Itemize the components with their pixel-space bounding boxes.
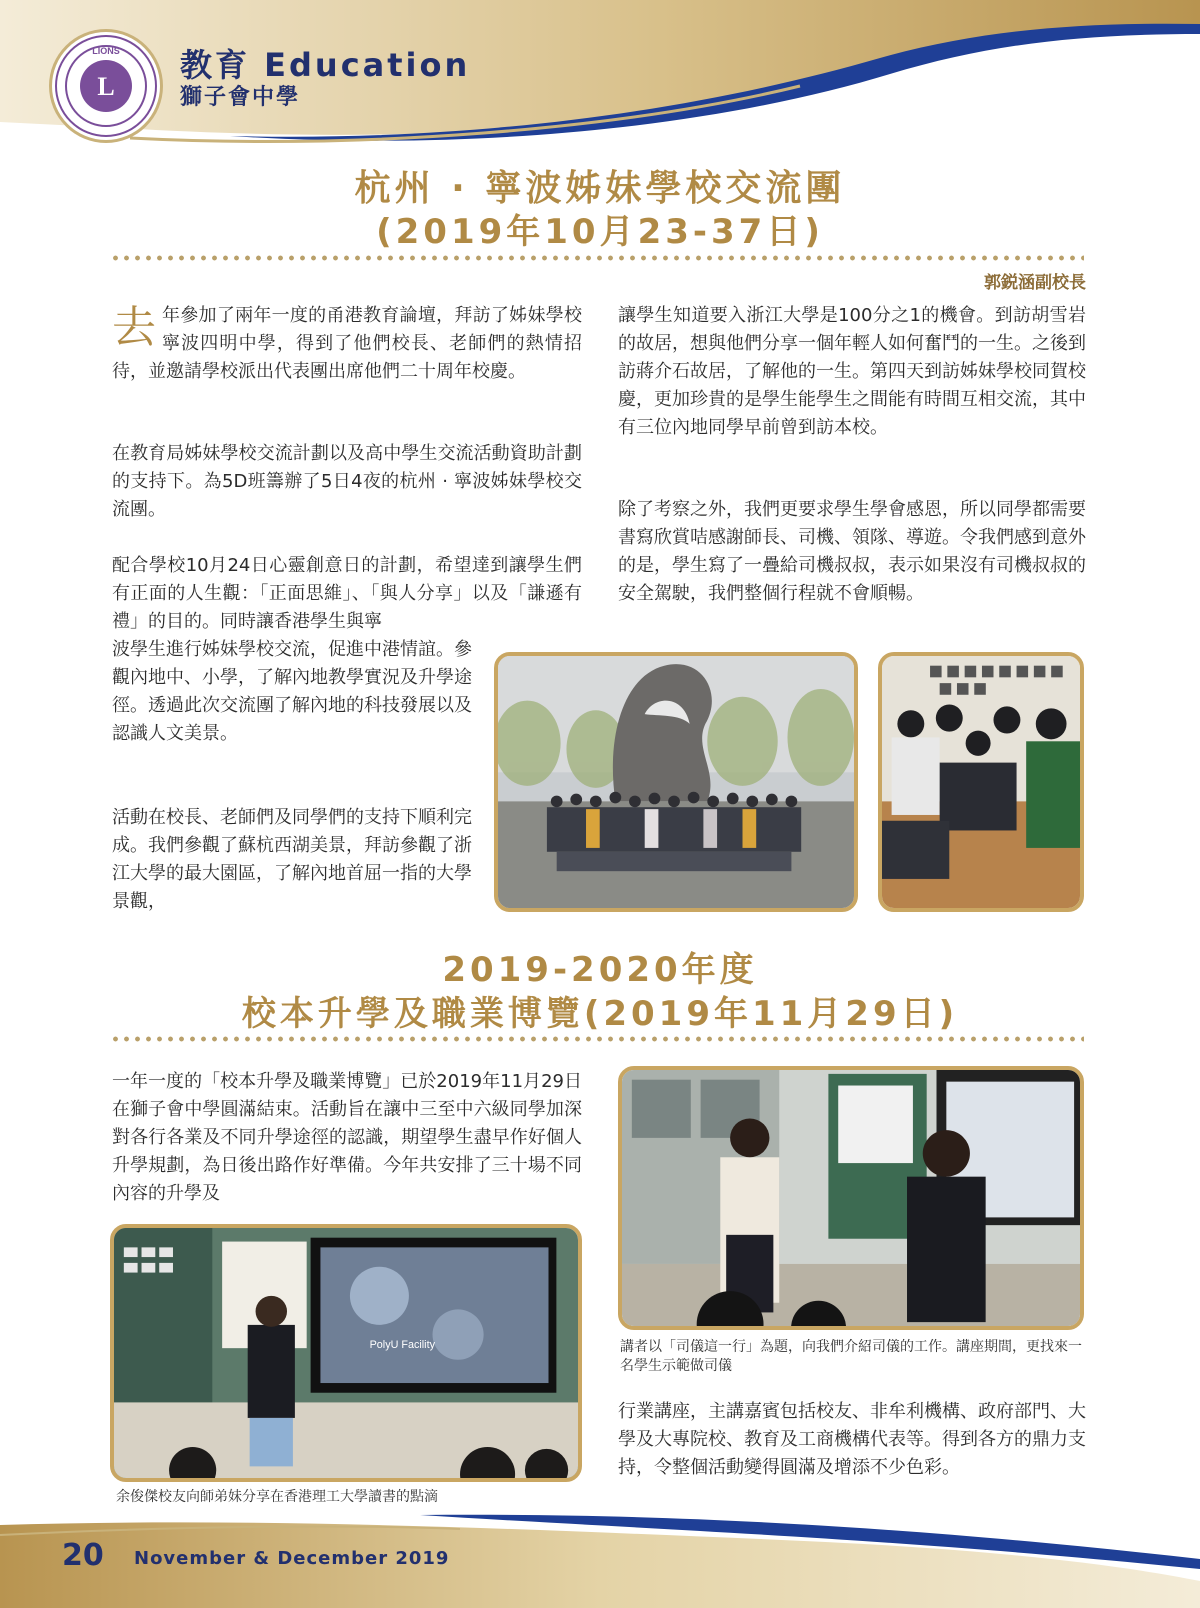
article1-paragraph-3b: 波學生進行姊妹學校交流，促進中港情誼。參觀內地中、小學，了解內地教學實況及升學途徑。透過此次交流團了解內地的科技發展以及認識人文美景。 [112, 639, 472, 744]
article1-title: 杭州 · 寧波姊妹學校交流團 [354, 168, 846, 209]
dotted-divider [110, 255, 1084, 261]
article1-paragraph-1: 去年參加了兩年一度的甬港教育論壇，拜訪了姊妹學校寧波四明中學，得到了他們校長、老師們的熱情招待，並邀請學校派出代表團出席他們二十周年校慶。 [112, 302, 582, 382]
article2-title-year: 2019-2020年度 [442, 950, 758, 990]
page-number: 20 [62, 1538, 104, 1573]
school-name: 獅子會中學 [180, 85, 301, 110]
article2-title: 校本升學及職業博覽(2019年11月29日) [241, 994, 959, 1034]
article1-author: 郭鋭涵副校長 [984, 273, 1086, 293]
group-photo-rock [494, 652, 858, 912]
lions-club-logo [52, 32, 160, 140]
issue-date: November & December 2019 [134, 1548, 450, 1569]
dotted-divider-2 [110, 1036, 1084, 1042]
article2-paragraph-1: 一年一度的「校本升學及職業博覽」已於2019年11月29日在獅子會中學圓滿結束。活動旨在讓中三至中六級同學加深對各行各業及不同升學途徑的認識，期望學生盡早作好個人升學規劃，為日後出路作好準備。今年共安排了三十場不同內容的升學及 [112, 1071, 582, 1204]
caption-emcee: 講者以「司儀這一行」為題，向我們介紹司儀的工作。講座期間，更找來一名學生示範做司儀 [620, 1339, 1082, 1374]
caption-alumni: 余俊傑校友向師弟妹分享在香港理工大學讀書的點滴 [116, 1489, 438, 1505]
article1-paragraph-4: 活動在校長、老師們及同學們的支持下順利完成。我們參觀了蘇杭西湖美景，拜訪參觀了浙江大學的最大園區，了解內地首屈一指的大學景觀， [112, 807, 472, 912]
logo-word: LIONS [92, 46, 120, 56]
section-title: 教育 Education [180, 46, 471, 84]
article2-paragraph-2: 行業講座，主講嘉賓包括校友、非牟利機構、政府部門、大學及大專院校、教育及工商機構代表等。得到各方的鼎力支持，令整個活動變得圓滿及增添不少色彩。 [618, 1401, 1086, 1478]
article1-date: (2019年10月23-37日) [376, 212, 824, 252]
emcee-talk-photo [618, 1066, 1084, 1330]
logo-letter: L [97, 72, 115, 101]
article1-paragraph-3a: 配合學校10月24日心靈創意日的計劃，希望達到讓學生們有正面的人生觀：「正面思維」、「與人分享」以及「謙遜有禮」的目的。同時讓香港學生與寧 [112, 555, 582, 632]
drop-cap: 去 [112, 302, 156, 353]
screen-text: PolyU Facility [369, 1339, 435, 1352]
article1-paragraph-5: 讓學生知道要入浙江大學是100分之1的機會。到訪胡雪岩的故居，想與他們分享一個年輕人如何奮鬥的一生。之後到訪蔣介石故居，了解他的一生。第四天到訪姊妹學校同賀校慶，更加珍貴的是學生能學生之間能有時間互相交流，其中有三位內地同學早前曾到訪本校。 [618, 305, 1086, 438]
article1-paragraph-6: 除了考察之外，我們更要求學生學會感恩，所以同學都需要書寫欣賞咭感謝師長、司機、領隊、導遊。令我們感到意外的是，學生寫了一疊給司機叔叔，表示如果沒有司機叔叔的安全駕駛，我們整個行程就不會順暢。 [618, 499, 1086, 604]
classroom-exchange-photo [878, 652, 1084, 912]
article1-paragraph-2: 在教育局姊妹學校交流計劃以及高中學生交流活動資助計劃的支持下。為5D班籌辦了5日4夜的杭州 · 寧波姊妹學校交流團。 [112, 443, 582, 520]
alumni-sharing-photo [110, 1224, 582, 1482]
